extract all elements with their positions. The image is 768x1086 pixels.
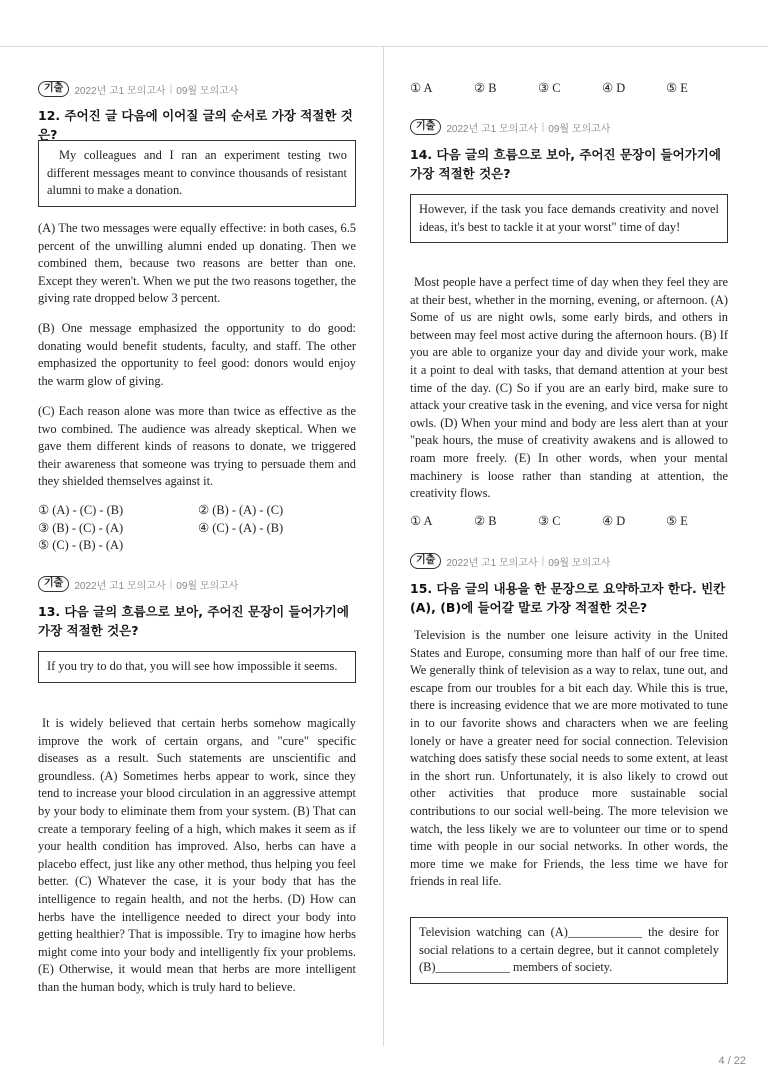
q12-option-5[interactable]: ⑤ (C) - (B) - (A) [38,538,124,552]
q12-option-4[interactable]: ④ (C) - (A) - (B) [198,520,284,535]
q12-title: 12. 주어진 글 다음에 이어질 글의 순서로 가장 적절한 것은? [38,108,353,142]
q14-given-box: However, if the task you face demands creativity and novel ideas, it's best to tackle it at your worst" time of day! [410,194,728,243]
q15-title: 15. 다음 글의 내용을 한 문장으로 요약하고자 한다. 빈칸 (A), (B)에 들어갈 말로 가장 적절한 것은? [410,581,726,615]
q15-month: 09월 모의고사 [548,557,611,569]
q13-option-4[interactable]: ④ D [602,81,626,95]
column-divider [383,46,384,1046]
q12-year: 2022년 고1 모의고사 [74,85,166,97]
q12-option-3[interactable]: ③ (B) - (C) - (A) [38,520,124,535]
q15-passage: Television is the number one leisure activity in the United States and Europe, consuming more than half of our free time. We generally think of television as a way to relax, tune out, and escape from our troubles for a bit each day. While this is true, there is increasing evidence that we are more motivated to tune in to our favorite shows and characters when we are feeling lonely or have a greater need for social connection. Television watching does satisfy these social needs to some extent, at least in the short run. Unfortunately, it is also likely to crowd out other activities that produce more sustainable social contributions to our social well-being. The more television we watch, the less likely we are to volunteer our time or to spend time with people in our social networks. In other words, the more time we make for Friends, the less time we have for friends in real life. [410,628,728,889]
q12-tagline [38,81,238,97]
q13-tagline [38,576,238,592]
page-number: 4 / 22 [718,1055,746,1067]
q14-option-1[interactable]: ① A [410,514,433,528]
q14-passage: Most people have a perfect time of day when they feel they are at their best, whether in the morning, evening, or afternoon. (A) Some of us are night owls, some early birds, and others in between may feel most active during the afternoon hours. (B) If you are able to organize your day and divide your work, make it a point to deal with tasks, that demand attention at your best time of the day. (C) So if you are an early bird, make sure to attack your creative task in the evening, and vice versa for night owls. (D) When your mind and body are less alert than at your "peak hours, the muse of creativity awakens and is allowed to roam more freely. (E) In other words, when your mental machinery is loose rather than standing at attention, the creativity flows. [410,275,728,501]
q12-month: 09월 모의고사 [176,85,239,97]
q14-option-2[interactable]: ② B [474,514,497,528]
q12-option-2[interactable]: ② (B) - (A) - (C) [198,503,284,517]
q12-given-box: My colleagues and I ran an experiment testing two different messages meant to convince thousands of resistant alumni to make a donation. [38,140,356,207]
q12-separator: | [169,83,173,95]
q14-badge: 기출 [410,119,441,135]
q14-month: 09월 모의고사 [548,123,611,135]
q13-badge: 기출 [38,576,69,592]
q13-passage: It is widely believed that certain herbs somehow magically improve the work of certain organs, and "cure" specific diseases as a result. Such statements are unscientific and groundless. (A) Sometimes herbs appear to work, since they tend to increase your blood circulation in an aggressive attempt by your body to eliminate them from your system. (B) That can create a temporary feeling of a high, which makes it seem as if your health condition has improved. Also, herbs can have a placebo effect, just like any other method, thus helping you feel better. (C) Whatever the case, it is your body that has the intelligence to regain health, and not the herbs. (D) How can herbs have the intelligence needed to direct your body into getting healthier? That is impossible. Try to imagine how herbs might come into your body and intelligently fix your problems. (E) Otherwise, it would mean that herbs are more intelligent than the human body, which is truly hard to believe. [38,716,356,994]
q13-given-box: If you try to do that, you will see how impossible it seems. [38,651,356,683]
q13-separator: | [169,578,173,590]
q13-options [410,80,730,96]
q14-separator: | [541,121,545,133]
q12-paragraph-c: (C) Each reason alone was more than twice as effective as the two combined. The audience was already skeptical. When we gave them different kinds of reasons to donate, we triggered their awareness that someone was trying to persuade them and they shielded themselves against it. [38,404,356,489]
q15-badge: 기출 [410,553,441,569]
q15-tagline [410,553,610,569]
q13-option-5[interactable]: ⑤ E [666,81,688,95]
q13-month: 09월 모의고사 [176,580,239,592]
q14-option-5[interactable]: ⑤ E [666,514,688,528]
q12-option-1[interactable]: ① (A) - (C) - (B) [38,503,124,517]
q14-year: 2022년 고1 모의고사 [446,123,538,135]
q13-option-2[interactable]: ② B [474,81,497,95]
q13-option-1[interactable]: ① A [410,81,433,95]
q15-summary-box: Television watching can (A)____________ the desire for social relations to a certain degree, but it cannot completely (B)____________ members of society. [410,917,728,984]
q14-option-3[interactable]: ③ C [538,514,561,528]
q12-paragraph-a: (A) The two messages were equally effective: in both cases, 6.5 percent of the unwilling alumni ended up donating. Then we combined them, because two reasons are better than one. Except they weren't. When we put the two reasons together, the giving rate dropped below 3 percent. [38,221,356,306]
q13-title: 13. 다음 글의 흐름으로 보아, 주어진 문장이 들어가기에 가장 적절한 것은? [38,604,349,638]
q13-year: 2022년 고1 모의고사 [74,580,166,592]
q14-title: 14. 다음 글의 흐름으로 보아, 주어진 문장이 들어가기에 가장 적절한 것은? [410,147,721,181]
q14-options [410,513,730,529]
q13-option-3[interactable]: ③ C [538,81,561,95]
header-rule [0,46,768,47]
q12-paragraph-b: (B) One message emphasized the opportunity to do good: donating would benefit students, faculty, and staff. The other emphasized the opportunity to feel good: donors would enjoy the warm glow of giving. [38,321,356,388]
q14-tagline [410,119,610,135]
q15-year: 2022년 고1 모의고사 [446,557,538,569]
q15-separator: | [541,555,545,567]
q14-option-4[interactable]: ④ D [602,514,626,528]
q12-badge: 기출 [38,81,69,97]
q12-options [38,502,358,555]
